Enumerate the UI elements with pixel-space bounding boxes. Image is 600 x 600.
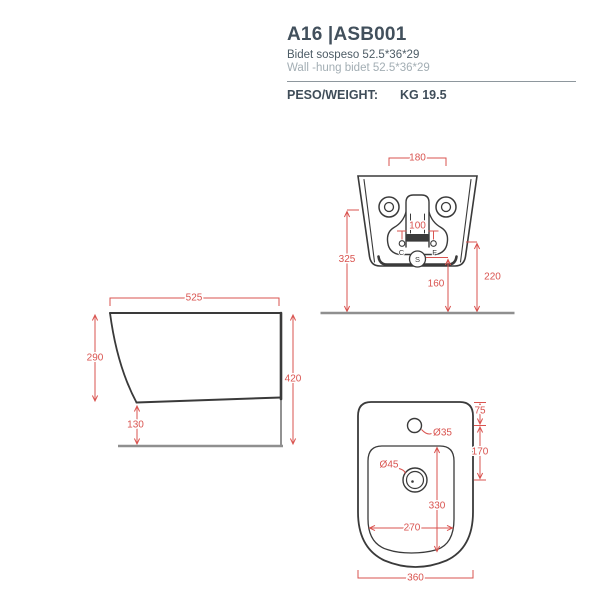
drain-s-label: S — [414, 255, 421, 264]
dim-drain-diameter — [380, 460, 405, 474]
dim-clearance — [127, 406, 144, 444]
connection-f-label: F — [432, 248, 437, 257]
fixing-hole-right — [436, 197, 456, 217]
dim-depth-value: 525 — [185, 292, 203, 304]
dim-drain-from-tap — [472, 427, 489, 480]
dim-front-height — [87, 315, 104, 401]
dim-inlet-height — [466, 242, 501, 312]
drain-slot — [406, 234, 429, 242]
dim-fixing-width — [389, 153, 446, 167]
dim-fixing-height-value: 325 — [338, 254, 356, 265]
product-desc-english: Wall -hung bidet 52.5*36*29 — [287, 62, 430, 74]
dim-front-height-value: 290 — [86, 352, 104, 364]
product-code: A16 |ASB001 — [287, 24, 407, 45]
dim-total-height — [285, 315, 302, 444]
front-view-drawing — [321, 153, 515, 314]
top-view-drawing — [358, 402, 489, 584]
dim-overall-width — [358, 570, 473, 584]
dim-basin-length — [429, 448, 446, 552]
weight-value: KG 19.5 — [399, 88, 447, 102]
dim-drain-height-value: 160 — [427, 278, 445, 290]
dim-drain-from-tap-value: 170 — [471, 446, 489, 458]
dim-drain-diameter-value: Ø45 — [379, 459, 399, 471]
dim-fixing-width-value: 180 — [409, 152, 426, 164]
dim-hole-spacing-value: 100 — [409, 220, 426, 232]
side-view-drawing — [87, 293, 302, 447]
dim-basin-length-value: 330 — [428, 500, 446, 512]
dim-tap-from-rim-value: 75 — [474, 405, 486, 417]
product-desc-italian: Bidet sospeso 52.5*36*29 — [287, 49, 420, 61]
connection-c-label: C — [398, 248, 405, 257]
dim-clearance-value: 130 — [127, 419, 144, 431]
dim-fixing-height — [339, 210, 359, 312]
dim-tap-hole-diameter — [422, 428, 453, 439]
dim-basin-width-value: 270 — [403, 522, 421, 534]
dim-tap-hole-diameter-value: Ø35 — [433, 427, 452, 439]
dim-inlet-height-value: 220 — [484, 271, 501, 283]
tap-hole — [408, 419, 422, 433]
drain-hole — [403, 468, 427, 492]
dim-basin-width — [370, 523, 453, 534]
dim-depth — [110, 293, 279, 307]
dim-overall-width-value: 360 — [407, 572, 424, 584]
fixing-hole-left — [379, 197, 399, 217]
dim-total-height-value: 420 — [284, 373, 302, 385]
dim-tap-from-rim — [474, 403, 486, 426]
weight-label: PESO/WEIGHT: — [287, 88, 378, 102]
